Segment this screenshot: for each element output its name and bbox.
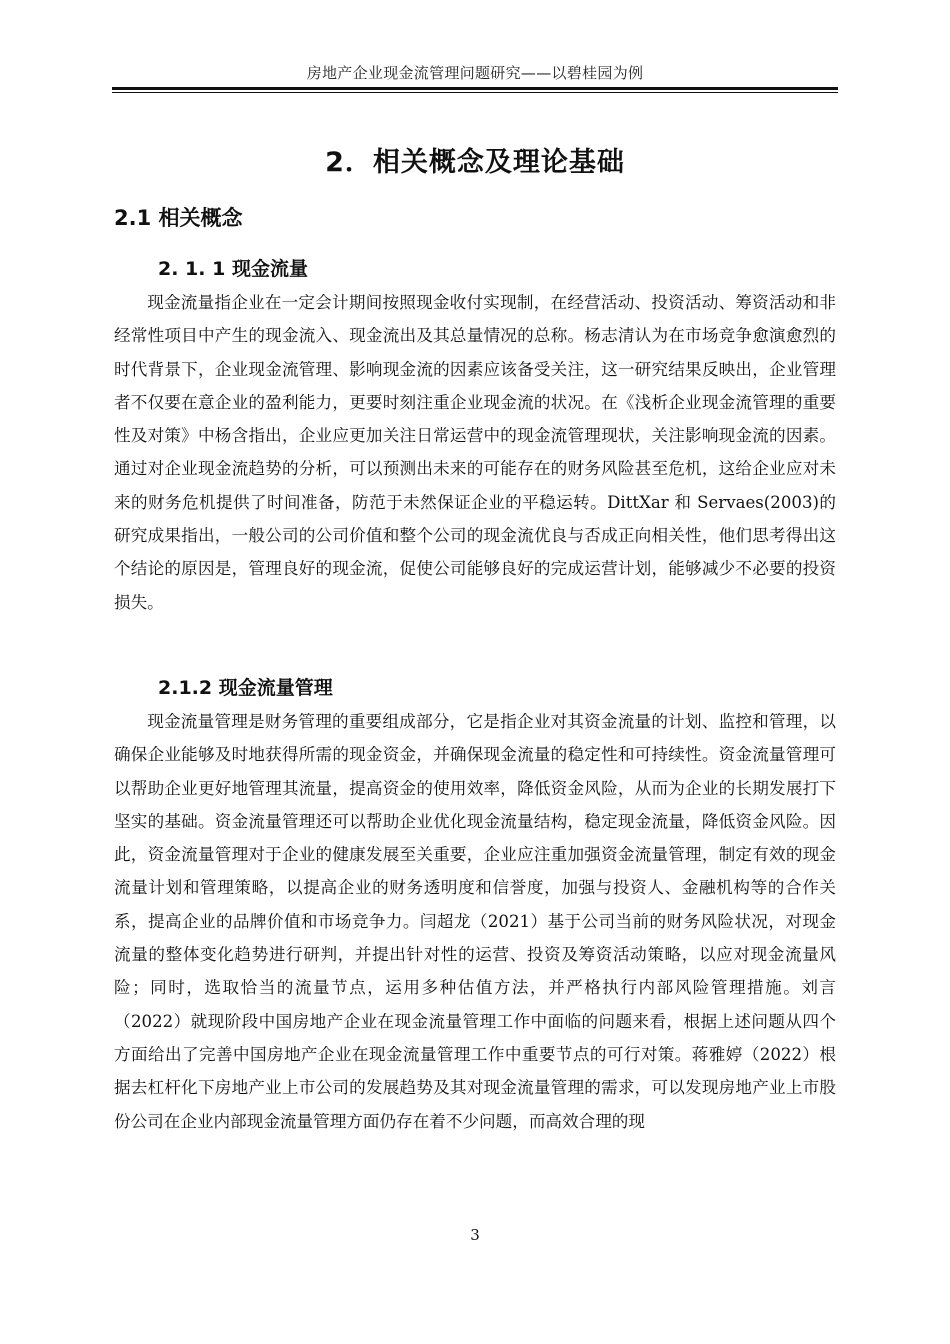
section-title: 2.1 相关概念 — [114, 206, 243, 230]
page-number: 3 — [470, 1226, 480, 1244]
running-header: 房地产企业现金流管理问题研究——以碧桂园为例 — [306, 64, 644, 82]
header-rule-thick — [112, 87, 838, 90]
body-paragraph-cash-flow: 现金流量指企业在一定会计期间按照现金收付实现制，在经营活动、投资活动、筹资活动和非经常性项目中产生的现金流入、现金流出及其总量情况的总称。杨志清认为在市场竞争愈演愈烈的时代背景下，企业现金流管理、影响现金流的因素应该备受关注，这一研究结果反映出，企业管理者不仅要在意企业的盈利能力，更要时刻注重企业现金流的状况。在《浅析企业现金流管理的重要性及对策》中杨含指出，企业应更加关注日常运营中的现金流管理现状，关注影响现金流的因素。通过对企业现金流趋势的分析，可以预测出未来的可能存在的财务风险甚至危机，这给企业应对未来的财务危机提供了时间准备，防范于未然保证企业的平稳运转。DittXar 和 Servaes(2003)的研究成果指出，一般公司的公司价值和整个公司的现金流优良与否成正向相关性，他们思考得出这个结论的原因是，管理良好的现金流，促使公司能够良好的完成运营计划，能够减少不必要的投资损失。 — [114, 293, 836, 612]
header-rule-thin — [112, 92, 838, 93]
subsection-title-cash-flow-management: 2.1.2 现金流量管理 — [158, 677, 333, 699]
chapter-title: 2．相关概念及理论基础 — [325, 147, 625, 178]
body-paragraph-cash-flow-management: 现金流量管理是财务管理的重要组成部分，它是指企业对其资金流量的计划、监控和管理，以确保企业能够及时地获得所需的现金资金，并确保现金流量的稳定性和可持续性。资金流量管理可以帮助企业更好地管理其流量，提高资金的使用效率，降低资金风险，从而为企业的长期发展打下坚实的基础。资金流量管理还可以帮助企业优化现金流量结构，稳定现金流量，降低资金风险。因此，资金流量管理对于企业的健康发展至关重要，企业应注重加强资金流量管理，制定有效的现金流量计划和管理策略，以提高企业的财务透明度和信誉度，加强与投资人、金融机构等的合作关系，提高企业的品牌价值和市场竞争力。闫超龙（2021）基于公司当前的财务风险状况，对现金流量的整体变化趋势进行研判，并提出针对性的运营、投资及筹资活动策略，以应对现金流量风险；同时，选取恰当的流量节点，运用多种估值方法，并严格执行内部风险管理措施。刘言（2022）就现阶段中国房地产企业在现金流量管理工作中面临的问题来看，根据上述问题从四个方面给出了完善中国房地产企业在现金流量管理工作中重要节点的可行对策。蒋雅婷（2022）根据去杠杆化下房地产业上市公司的发展趋势及其对现金流量管理的需求，可以发现房地产业上市股份公司在企业内部现金流量管理方面仍存在着不少问题，而高效合理的现 — [114, 712, 836, 1131]
subsection-title-cash-flow: 2. 1. 1 现金流量 — [158, 258, 308, 280]
